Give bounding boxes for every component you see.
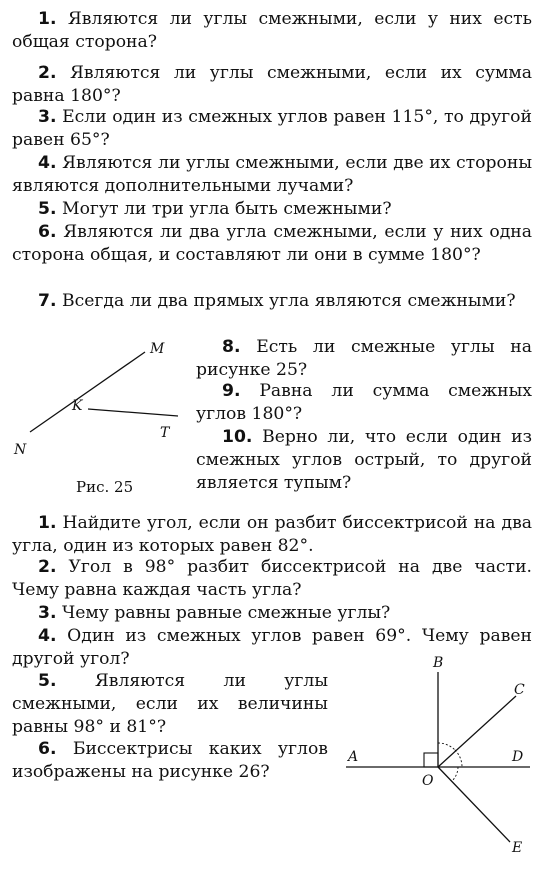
label-a: A <box>348 749 359 765</box>
problem-2 <box>12 556 532 602</box>
question-number: 8. <box>222 337 241 357</box>
ray-oc <box>438 696 516 767</box>
problem-text: Биссектрисы каких углов изображены на рисунке 26? <box>12 739 328 782</box>
question-number: 7. <box>38 291 57 311</box>
question-text: Являются ли углы смежными, если две их стороны являются дополнительными лучами? <box>12 153 533 196</box>
question-text: Всегда ли два прямых угла являются смежными? <box>61 291 516 311</box>
question-9 <box>196 380 532 426</box>
question-number: 3. <box>38 107 57 127</box>
question-number: 10. <box>222 427 253 447</box>
question-number: 2. <box>38 63 57 83</box>
question-8 <box>196 336 532 382</box>
label-b: B <box>433 655 444 671</box>
question-text: Являются ли два угла смежными, если у них одна сторона общая, и составляют ли они в сумме 180°? <box>12 222 532 265</box>
problem-1 <box>12 512 532 558</box>
question-2 <box>12 62 532 108</box>
problem-text: Являются ли углы смежными, если их величины равны 98° и 81°? <box>12 671 328 737</box>
question-text: Есть ли смежные углы на рисунке 25? <box>196 337 533 380</box>
label-e: E <box>512 840 523 856</box>
question-4 <box>12 152 532 198</box>
question-5 <box>12 198 532 221</box>
problem-number: 2. <box>38 557 57 577</box>
label-m: M <box>150 341 165 357</box>
problem-text: Угол в 98° разбит биссектрисой на две части. Чему равна каждая часть угла? <box>12 557 532 600</box>
question-number: 6. <box>38 222 57 242</box>
problem-number: 5. <box>38 671 57 691</box>
problem-text: Найдите угол, если он разбит биссектрисой на два угла, один из которых равен 82°. <box>12 513 533 556</box>
question-1 <box>12 8 532 54</box>
question-number: 4. <box>38 153 57 173</box>
question-text: Могут ли три угла быть смежными? <box>61 199 392 219</box>
question-text: Если один из смежных углов равен 115°, то другой равен 65°? <box>12 107 532 150</box>
problem-text: Чему равны равные смежные углы? <box>61 603 391 623</box>
question-number: 9. <box>222 381 241 401</box>
ray-oe <box>438 767 510 842</box>
angle-arc-boc <box>438 743 455 750</box>
problem-number: 4. <box>38 626 57 646</box>
label-c: C <box>514 682 525 698</box>
label-n: N <box>14 442 27 458</box>
label-o: O <box>422 773 434 789</box>
question-number: 1. <box>38 9 57 29</box>
label-t: T <box>160 425 170 441</box>
ray-kt <box>88 409 178 416</box>
angle-arc-doe <box>452 767 458 781</box>
question-text: Верно ли, что если один из смежных углов острый, то другой является тупым? <box>196 427 532 493</box>
question-text: Являются ли углы смежными, если их сумма равна 180°? <box>12 63 532 106</box>
question-6 <box>12 221 532 267</box>
problem-number: 6. <box>38 739 57 759</box>
problem-number: 3. <box>38 603 57 623</box>
right-angle-mark <box>424 753 438 767</box>
figure-25 <box>0 335 200 465</box>
question-10 <box>196 426 532 495</box>
problem-5 <box>12 670 328 739</box>
line-mn <box>30 352 145 432</box>
problem-3 <box>12 602 532 625</box>
question-number: 5. <box>38 199 57 219</box>
question-text: Являются ли углы смежными, если у них есть общая сторона? <box>12 9 533 52</box>
question-text: Равна ли сумма смежных углов 180°? <box>196 381 532 424</box>
label-d: D <box>512 749 524 765</box>
figure-caption: Рис. 25 <box>76 478 134 496</box>
problem-6 <box>12 738 328 784</box>
question-7 <box>12 290 532 313</box>
question-3 <box>12 106 532 152</box>
angle-arc-cod <box>455 750 462 767</box>
problem-text: Один из смежных углов равен 69°. Чему равен другой угол? <box>12 626 532 669</box>
label-k: K <box>72 398 83 414</box>
figure-26 <box>340 650 540 862</box>
problem-number: 1. <box>38 513 57 533</box>
